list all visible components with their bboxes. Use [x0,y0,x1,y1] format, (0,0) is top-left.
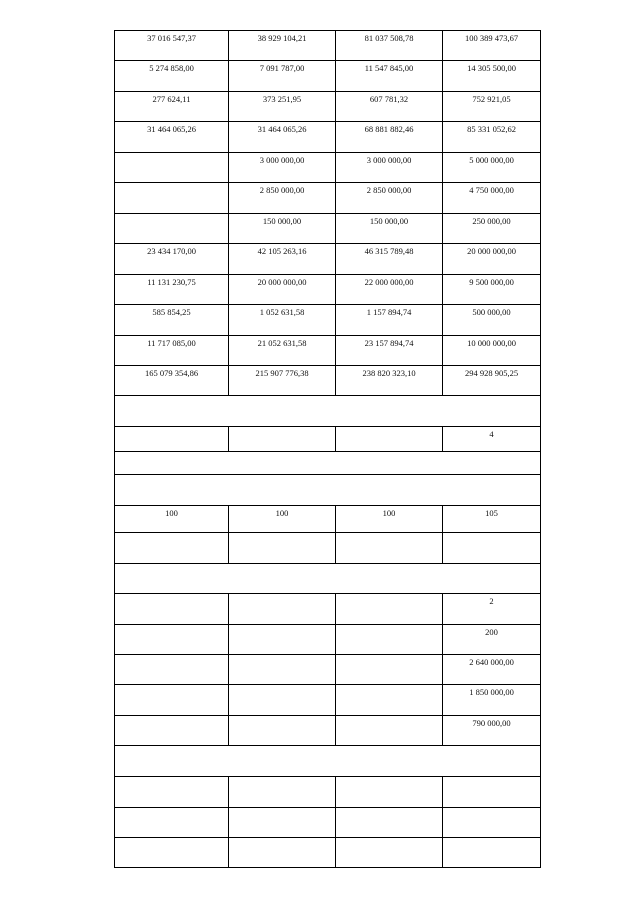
table-cell [115,838,229,868]
cell-value: 100 [275,508,289,518]
cell-value: 2 640 000,00 [469,657,514,667]
table-cell [115,655,229,685]
table-row [115,31,541,61]
cell-value [229,685,335,687]
cell-value [336,655,442,657]
section-row [115,396,541,427]
table-cell [336,533,443,564]
table-cell [336,427,443,452]
table-cell [336,305,443,336]
cell-value [115,625,228,627]
table-row [115,685,541,716]
table-cell [336,777,443,808]
table-cell [115,153,229,183]
table-cell [336,244,443,275]
table-cell [443,716,541,746]
section-cell [115,452,541,475]
table-row [115,506,541,533]
cell-value: 14 305 500,00 [467,63,516,73]
table-cell [115,244,229,275]
cell-value: 238 820 323,10 [362,368,416,378]
cell-value: 42 105 263,16 [257,246,307,256]
table-cell [229,533,336,564]
table-cell [229,244,336,275]
table-cell [443,838,541,868]
cell-value: 1 052 631,58 [259,307,305,317]
cell-value: 100 389 473,67 [464,33,519,43]
cell-value: 21 052 631,58 [257,338,307,348]
table-cell [443,533,541,564]
cell-value: 46 315 789,48 [364,246,414,256]
table-cell [115,808,229,838]
cell-value [336,808,442,810]
cell-value: 1 157 894,74 [366,307,412,317]
table-row [115,716,541,746]
table-row [115,777,541,808]
cell-value: 752 921,05 [472,94,511,104]
cell-value: 150 000,00 [262,216,302,226]
table-cell [229,92,336,122]
cell-value: 277 624,11 [152,94,191,104]
table-cell [443,61,541,92]
table-cell [115,122,229,153]
table-cell [229,594,336,625]
cell-value [115,716,228,718]
cell-value: 38 929 104,21 [257,33,307,43]
table-cell [443,366,541,396]
table-cell [229,183,336,214]
table-cell [229,122,336,153]
cell-value: 81 037 508,78 [364,33,414,43]
table-cell [336,655,443,685]
table-row [115,92,541,122]
table-row [115,533,541,564]
cell-value [229,808,335,810]
cell-value [115,685,228,687]
table-cell [336,92,443,122]
section-cell [115,396,541,427]
cell-value: 790 000,00 [472,718,511,728]
table-cell [336,594,443,625]
table-cell [443,275,541,305]
cell-value: 11 547 845,00 [364,63,414,73]
table-cell [443,336,541,366]
table-cell [115,777,229,808]
section-cell [115,746,541,777]
table-cell [229,685,336,716]
cell-value: 3 000 000,00 [366,155,412,165]
cell-value: 150 000,00 [369,216,409,226]
cell-value: 200 [485,627,498,637]
table-row [115,625,541,655]
cell-value [443,808,540,810]
cell-value: 607 781,32 [369,94,409,104]
table-cell [115,506,229,533]
cell-value: 37 016 547,37 [147,33,196,43]
table-cell [336,625,443,655]
cell-value: 68 881 882,46 [364,124,414,134]
table-row [115,214,541,244]
table-cell [336,183,443,214]
table-cell [229,838,336,868]
cell-value [336,777,442,779]
table-cell [443,506,541,533]
section-row [115,746,541,777]
cell-value: 9 500 000,00 [469,277,514,287]
table-cell [443,31,541,61]
table-cell [336,61,443,92]
cell-value [336,533,442,535]
cell-value [229,838,335,840]
table-cell [229,808,336,838]
table-row [115,275,541,305]
cell-value [115,427,228,429]
cell-value: 4 750 000,00 [469,185,514,195]
cell-value [443,838,540,840]
table-body [115,31,541,868]
cell-value: 105 [485,508,498,518]
cell-value: 585 854,25 [152,307,191,317]
table-row [115,838,541,868]
cell-value [115,183,228,185]
cell-value [115,838,228,840]
cell-value: 85 331 052,62 [467,124,516,134]
cell-value [336,427,442,429]
cell-value: 3 000 000,00 [259,155,305,165]
cell-value: 500 000,00 [472,307,511,317]
table-cell [115,61,229,92]
table-cell [443,92,541,122]
section-cell [115,475,541,506]
budget-table-fragment [114,30,540,868]
table-cell [336,366,443,396]
table-cell [443,777,541,808]
table-cell [229,305,336,336]
table-row [115,153,541,183]
cell-value: 11 131 230,75 [147,277,196,287]
table-cell [115,685,229,716]
table-cell [115,305,229,336]
table-cell [336,31,443,61]
table-cell [229,506,336,533]
table-row [115,594,541,625]
cell-value [443,777,540,779]
table-cell [336,808,443,838]
table-cell [443,685,541,716]
table-cell [229,427,336,452]
cell-value: 5 274 858,00 [149,63,194,73]
table-cell [336,275,443,305]
table-cell [229,366,336,396]
table-cell [443,808,541,838]
table-cell [115,594,229,625]
table-cell [115,427,229,452]
cell-value: 23 157 894,74 [364,338,414,348]
cell-value [115,153,228,155]
table-cell [115,716,229,746]
cell-value [336,716,442,718]
cell-value [336,625,442,627]
cell-value: 100 [382,508,396,518]
table-cell [443,214,541,244]
table-cell [336,336,443,366]
cell-value [229,533,335,535]
cell-value [229,625,335,627]
cell-value: 165 079 354,86 [144,368,199,378]
table-row [115,336,541,366]
table-cell [229,153,336,183]
table-cell [336,122,443,153]
table-row [115,61,541,92]
table-cell [443,153,541,183]
cell-value: 100 [165,508,178,518]
cell-value: 5 000 000,00 [469,155,514,165]
cell-value [229,427,335,429]
section-cell [115,564,541,594]
cell-value [336,685,442,687]
table-cell [336,838,443,868]
cell-value [115,808,228,810]
section-row [115,564,541,594]
section-row [115,475,541,506]
table-cell [229,777,336,808]
table-cell [229,61,336,92]
cell-value [229,655,335,657]
table-cell [443,305,541,336]
cell-value: 31 464 065,26 [147,124,196,134]
table-row [115,244,541,275]
table-cell [229,716,336,746]
cell-value [336,838,442,840]
table-cell [336,716,443,746]
table-cell [115,366,229,396]
table-row [115,427,541,452]
cell-value: 7 091 787,00 [259,63,305,73]
cell-value: 22 000 000,00 [364,277,414,287]
table-cell [115,183,229,214]
table-cell [115,336,229,366]
table-cell [443,244,541,275]
cell-value: 2 850 000,00 [366,185,412,195]
cell-value: 20 000 000,00 [467,246,516,256]
table-cell [229,625,336,655]
cell-value: 10 000 000,00 [467,338,516,348]
cell-value [115,533,228,535]
table-row [115,808,541,838]
cell-value [115,594,228,596]
cell-value [229,777,335,779]
table-row [115,366,541,396]
cell-value [115,655,228,657]
table-cell [115,214,229,244]
table-cell [443,655,541,685]
table-cell [115,275,229,305]
table-cell [229,336,336,366]
cell-value: 20 000 000,00 [257,277,307,287]
table-row [115,183,541,214]
cell-value [229,716,335,718]
cell-value [229,594,335,596]
table-cell [443,594,541,625]
table-cell [443,625,541,655]
table-cell [229,275,336,305]
table-cell [336,153,443,183]
cell-value [115,214,228,216]
table-cell [115,31,229,61]
table-cell [115,625,229,655]
cell-value: 215 907 776,38 [255,368,309,378]
cell-value: 31 464 065,26 [257,124,307,134]
table-cell [115,92,229,122]
cell-value: 11 717 085,00 [147,338,196,348]
table-cell [336,506,443,533]
cell-value [443,533,540,535]
table-cell [229,214,336,244]
table-cell [229,655,336,685]
table-cell [229,31,336,61]
table-cell [115,533,229,564]
table-cell [443,122,541,153]
cell-value: 250 000,00 [472,216,511,226]
table-cell [336,214,443,244]
table-row [115,122,541,153]
cell-value: 2 850 000,00 [259,185,305,195]
cell-value: 4 [489,429,494,439]
table-cell [336,685,443,716]
table-cell [443,427,541,452]
cell-value: 294 928 905,25 [464,368,519,378]
section-row [115,452,541,475]
data-table [114,30,541,868]
table-cell [443,183,541,214]
table-row [115,655,541,685]
cell-value: 373 251,95 [262,94,302,104]
cell-value: 1 850 000,00 [469,687,514,697]
cell-value: 2 [489,596,494,606]
cell-value: 23 434 170,00 [147,246,196,256]
cell-value [336,594,442,596]
cell-value [115,777,228,779]
table-row [115,305,541,336]
